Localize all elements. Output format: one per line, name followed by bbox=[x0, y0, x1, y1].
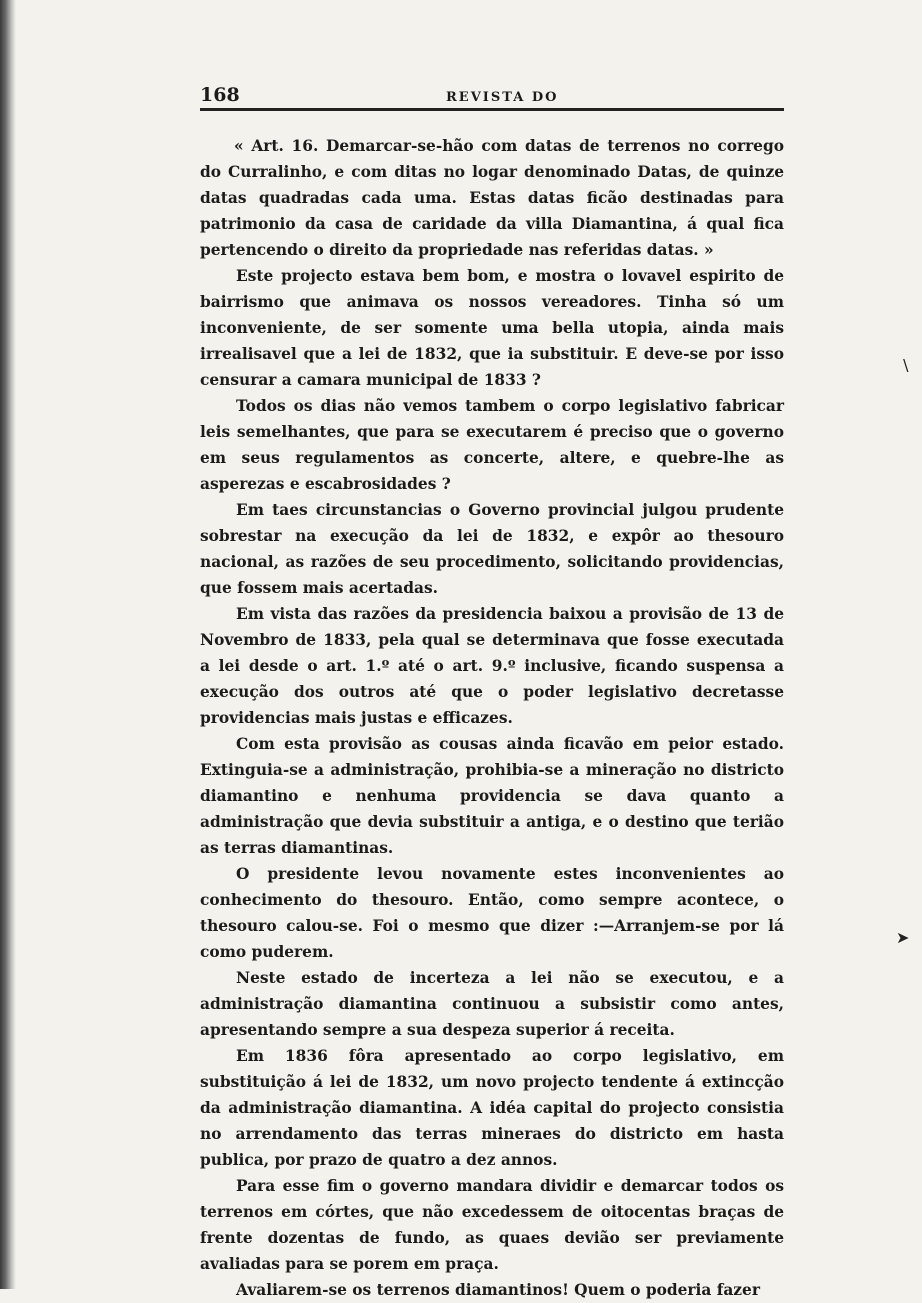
paragraph: Para esse fim o governo mandara dividir e demarcar todos os terrenos em córtes, que não excedessem de oitocentas braças de frente dozentas de fundo, as quaes devião ser previamente avaliadas para se porem em praça. bbox=[200, 1177, 784, 1273]
paragraph-article-16: « Art. 16. Demarcar-se-hão com datas de terrenos no corrego do Curralinho, e com ditas no logar denominado Datas, de quinze datas quadradas cada uma. Estas datas ficão destinadas para patrimonio da casa de caridade da villa Diamantina, á qual fica pertencendo o direito da propriedade nas referidas datas. » bbox=[200, 137, 784, 259]
body-text bbox=[200, 133, 784, 1303]
paragraph: Em 1836 fôra apresentado ao corpo legislativo, em substituição á lei de 1832, um novo projecto tendente á extincção da administração diamantina. A idéa capital do projecto consistia no arrendamento das terras mineraes do districto em hasta publica, por prazo de quatro a dez annos. bbox=[200, 1047, 784, 1169]
margin-mark-icon: ➤ bbox=[896, 928, 910, 947]
paragraph: Em vista das razões da presidencia baixou a provisão de 13 de Novembro de 1833, pela qual se determinava que fosse executada a lei desde o art. 1.º até o art. 9.º inclusive, ficando suspensa a execução dos outros até que o poder legislativo decretasse providencias mais justas e efficazes. bbox=[200, 605, 784, 727]
page-header bbox=[200, 82, 784, 111]
paragraph: Neste estado de incerteza a lei não se executou, e a administração diamantina continuou a subsistir como antes, apresentando sempre a sua despeza superior á receita. bbox=[200, 969, 784, 1039]
paragraph-truncated: Avaliarem-se os terrenos diamantinos! Quem o poderia fazer bbox=[236, 1281, 760, 1299]
margin-mark-icon: ∖ bbox=[900, 356, 911, 375]
paragraph: Em taes circunstancias o Governo provincial julgou prudente sobrestar na execução da lei de 1832, e expôr ao thesouro nacional, as razões de seu procedimento, solicitando providencias, que fossem mais acertadas. bbox=[200, 501, 784, 597]
paragraph: Todos os dias não vemos tambem o corpo legislativo fabricar leis semelhantes, que para se executarem é preciso que o governo em seus regulamentos as concerte, altere, e quebre-lhe as asperezas e escabrosidades ? bbox=[200, 397, 784, 493]
page-binding-edge bbox=[0, 0, 16, 1289]
paragraph: Com esta provisão as cousas ainda ficavão em peior estado. Extinguia-se a administração, prohibia-se a mineração no districto diamantino e nenhuma providencia se dava quanto a administração que devia substituir a antiga, e o destino que terião as terras diamantinas. bbox=[200, 735, 784, 857]
page-number: 168 bbox=[200, 84, 240, 106]
paragraph: O presidente levou novamente estes inconvenientes ao conhecimento do thesouro. Então, como sempre acontece, o thesouro calou-se. Foi o mesmo que dizer :—Arranjem-se por lá como puderem. bbox=[200, 865, 784, 961]
book-page bbox=[200, 82, 784, 1303]
running-title: REVISTA DO bbox=[446, 90, 559, 105]
paragraph: Este projecto estava bem bom, e mostra o lovavel espirito de bairrismo que animava os nossos vereadores. Tinha só um inconveniente, de ser somente uma bella utopia, ainda mais irrealisavel que a lei de 1832, que ia substituir. E deve-se por isso censurar a camara municipal de 1833 ? bbox=[200, 267, 784, 389]
